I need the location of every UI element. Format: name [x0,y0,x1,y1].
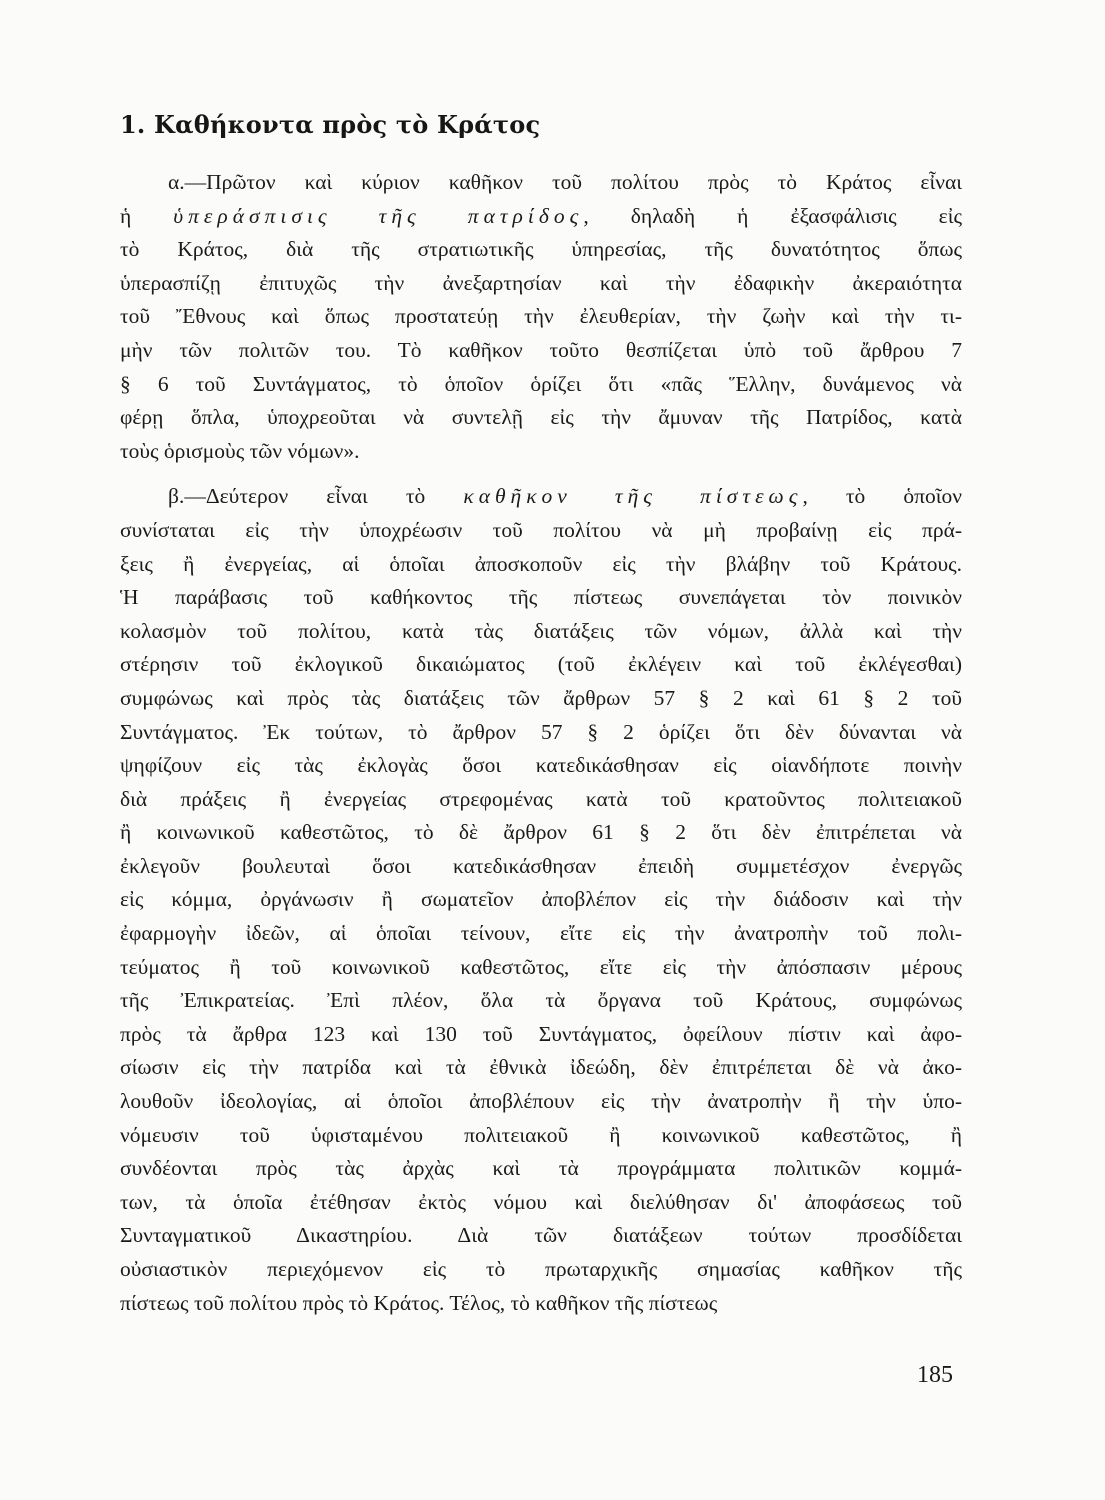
text-segment: οὐσιαστικὸν περιεχόμενον εἰς τὸ πρωταρχικῆς σημασίας καθῆκον τῆς [120,1257,962,1281]
text-line [120,816,962,850]
text-segment: τῆς Ἐπικρατείας. Ἐπὶ πλέον, ὅλα τὰ ὄργανα τοῦ Κράτους, συμφώνως [120,988,962,1013]
text-line [120,401,962,435]
paragraph-b [120,480,962,1320]
text-segment: § 6 τοῦ Συντάγματος, τὸ ὁποῖον ὁρίζει ὅτι «πᾶς Ἕλλην, δυνάμενος νὰ [120,371,962,396]
text-line [120,480,962,514]
text-line [120,1253,962,1287]
body-text [120,166,962,1320]
text-segment: διὰ πράξεις ἢ ἐνεργείας στρεφομένας κατὰ τοῦ κρατοῦντος πολιτειακοῦ [120,786,962,811]
text-segment: ψηφίζουν εἰς τὰς ἐκλογὰς ὅσοι κατεδικάσθησαν εἰς οἱανδήποτε ποινὴν [120,753,962,778]
text-segment: λουθοῦν ἰδεολογίας, αἱ ὁποῖοι ἀποβλέπουν εἰς τὴν ἀνατροπὴν ἢ τὴν ὑπο- [120,1089,962,1114]
text-segment: Ἡ παράβασις τοῦ καθήκοντος τῆς πίστεως συνεπάγεται τὸν ποινικὸν [120,585,962,610]
text-line [120,233,962,267]
text-line [120,951,962,985]
emphasized-phrase: καθῆκον τῆς πίστεως [463,484,803,509]
text-segment: τεύματος ἢ τοῦ κοινωνικοῦ καθεστῶτος, εἴτε εἰς τὴν ἀπόσπασιν μέρους [120,954,962,979]
text-segment: τοὺς ὁρισμοὺς τῶν νόμων». [120,438,360,463]
text-segment: πρὸς τὰ ἄρθρα 123 καὶ 130 τοῦ Συντάγματος, ὀφείλουν πίστιν καὶ ἀφο- [120,1021,962,1046]
text-line [120,917,962,951]
text-segment: τὸ Κράτος, διὰ τῆς στρατιωτικῆς ὑπηρεσίας, τῆς δυνατότητος ὅπως [120,237,962,262]
text-segment: συνίσταται εἰς τὴν ὑποχρέωσιν τοῦ πολίτου νὰ μὴ προβαίνῃ εἰς πρά- [120,517,962,542]
text-line [120,850,962,884]
text-segment: Συνταγματικοῦ Δικαστηρίου. Διὰ τῶν διατάξεων τούτων προσδίδεται [120,1223,962,1248]
text-line [120,682,962,716]
text-segment: ἡ [120,203,174,228]
text-segment: ὑπερασπίζῃ ἐπιτυχῶς τὴν ἀνεξαρτησίαν καὶ τὴν ἐδαφικὴν ἀκεραιότητα [120,270,962,295]
text-line [120,1018,962,1052]
text-line [120,648,962,682]
text-segment: μὴν τῶν πολιτῶν του. Τὸ καθῆκον τοῦτο θεσπίζεται ὑπὸ τοῦ ἄρθρου 7 [120,337,962,362]
text-line [120,749,962,783]
text-segment: ξεις ἢ ἐνεργείας, αἱ ὁποῖαι ἀποσκοποῦν εἰς τὴν βλάβην τοῦ Κράτους. [120,551,962,576]
text-line [120,716,962,750]
text-segment: , δηλαδὴ ἡ ἐξασφάλισις εἰς [583,203,962,228]
text-segment: εἰς κόμμα, ὀργάνωσιν ἢ σωματεῖον ἀποβλέπον εἰς τὴν διάδοσιν καὶ τὴν [120,887,962,912]
text-segment: στέρησιν τοῦ ἐκλογικοῦ δικαιώματος (τοῦ ἐκλέγειν καὶ τοῦ ἐκλέγεσθαι) [120,652,962,677]
text-line [120,334,962,368]
text-line [120,1219,962,1253]
emphasized-phrase: ὑπεράσπισις τῆς πατρίδος [173,203,584,228]
text-segment: φέρῃ ὅπλα, ὑποχρεοῦται νὰ συντελῇ εἰς τὴν ἄμυναν τῆς Πατρίδος, κατὰ [120,405,962,430]
text-line [120,1051,962,1085]
text-line [120,1287,962,1321]
text-segment: κολασμὸν τοῦ πολίτου, κατὰ τὰς διατάξεις τῶν νόμων, ἀλλὰ καὶ τὴν [120,618,962,643]
text-line [120,1152,962,1186]
text-line [120,984,962,1018]
text-segment: ἐκλεγοῦν βουλευταὶ ὅσοι κατεδικάσθησαν ἐπειδὴ συμμετέσχον ἐνεργῶς [120,853,962,878]
page-number: 185 [917,1362,953,1388]
text-segment: των, τὰ ὁποῖα ἐτέθησαν ἐκτὸς νόμου καὶ διελύθησαν δι' ἀποφάσεως τοῦ [120,1189,962,1214]
text-segment: Συντάγματος. Ἐκ τούτων, τὸ ἄρθρον 57 § 2 ὁρίζει ὅτι δὲν δύνανται νὰ [120,719,962,744]
text-line [120,300,962,334]
text-segment: τοῦ Ἔθνους καὶ ὅπως προστατεύῃ τὴν ἐλευθερίαν, τὴν ζωὴν καὶ τὴν τι- [120,304,962,329]
text-line [120,1186,962,1220]
text-segment: ἢ κοινωνικοῦ καθεστῶτος, τὸ δὲ ἄρθρον 61 § 2 ὅτι δὲν ἐπιτρέπεται νὰ [120,820,962,845]
text-line [120,783,962,817]
text-line [120,435,962,469]
text-line [120,166,962,200]
text-line [120,200,962,234]
text-segment: συμφώνως καὶ πρὸς τὰς διατάξεις τῶν ἄρθρων 57 § 2 καὶ 61 § 2 τοῦ [120,685,962,710]
text-segment: α.—Πρῶτον καὶ κύριον καθῆκον τοῦ πολίτου πρὸς τὸ Κράτος εἶναι [168,170,962,194]
text-segment: β.—Δεύτερον εἶναι τὸ [168,484,464,509]
text-line [120,267,962,301]
text-segment: πίστεως τοῦ πολίτου πρὸς τὸ Κράτος. Τέλος, τὸ καθῆκον τῆς πίστεως [120,1290,718,1315]
text-segment: συνδέονται πρὸς τὰς ἀρχὰς καὶ τὰ προγράμματα πολιτικῶν κομμά- [120,1156,962,1181]
text-segment: ἐφαρμογὴν ἰδεῶν, αἱ ὁποῖαι τείνουν, εἴτε εἰς τὴν ἀνατροπὴν τοῦ πολι- [120,921,962,946]
text-line [120,883,962,917]
text-segment: , τὸ ὁποῖον [802,484,962,509]
section-heading: 1. Καθήκοντα πρὸς τὸ Κράτος [120,110,541,139]
text-line [120,548,962,582]
text-line [120,1085,962,1119]
text-line [120,1119,962,1153]
text-line [120,514,962,548]
text-segment: σίωσιν εἰς τὴν πατρίδα καὶ τὰ ἐθνικὰ ἰδεώδη, δὲν ἐπιτρέπεται δὲ νὰ ἀκο- [120,1055,962,1080]
text-line [120,581,962,615]
text-line [120,615,962,649]
text-segment: νόμευσιν τοῦ ὑφισταμένου πολιτειακοῦ ἢ κοινωνικοῦ καθεστῶτος, ἢ [120,1122,962,1147]
text-line [120,368,962,402]
paragraph-a [120,166,962,468]
